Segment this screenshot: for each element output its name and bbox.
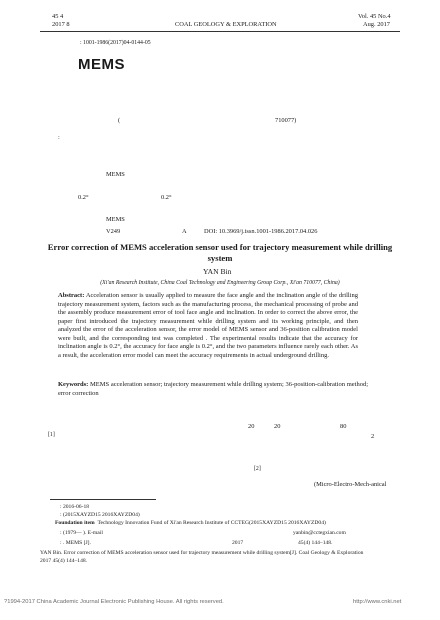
body-number-20b: 20 [274,423,281,430]
body-number-20a: 20 [248,423,255,430]
citation-en: YAN Bin. Error correction of MEMS acceleration sensor used for trajectory measurement while drilling system[J]. Coal Geology & Exploration [40,550,364,556]
english-keywords [58,381,368,398]
header-journal-name: COAL GEOLOGY & EXPLORATION [175,21,277,28]
cn-affiliation-open: ( [118,117,121,124]
cn-abstract-marker: : [58,134,60,141]
article-number: : 1001-1986(2017)04-0144-05 [80,40,151,46]
english-affiliation: (Xi'an Research Institute, China Coal Technology and Engineering Group Corp., Xi'an 710077, China) [100,280,340,286]
chinese-title: MEMS [78,56,125,73]
english-author: YAN Bin [203,267,232,276]
foundation-item-text: Technology Innovation Fund of Xi'an Research Institute of CCTEG(2015XAYZD15 2016XAYZD04) [97,520,326,526]
citation-en-2: 2017 45(4) 144–148. [40,558,88,564]
english-title: Error correction of MEMS acceleration sensor used for trajectory measurement while drilling system [47,242,393,263]
keywords-text: MEMS acceleration sensor; trajectory measurement while drilling system; 36-position-calibration method; error correction [58,381,368,397]
body-number-2: 2 [371,433,375,440]
footnote-fund-en [55,520,326,527]
citation-cn-pages: 45(4) 144–148. [298,540,333,546]
body-ref-1: [1] [48,432,55,438]
abstract-label: Abstract: [58,292,85,299]
body-number-80: 80 [340,423,347,430]
keywords-label: Keywords: [58,381,89,388]
footnote-email: yanbin@cctegxian.com [293,530,346,536]
body-ref-2: [2] [254,466,261,472]
header-date: Aug. 2017 [363,21,390,28]
english-abstract [58,292,358,360]
header-volume: Vol. 45 No.4 [358,13,391,20]
citation-cn-a: : . MEMS [J]. [60,540,91,546]
cn-abstract-face-accuracy: 0.2° [161,194,172,201]
doi: DOI: 10.3969/j.issn.1001-1986.2017.04.026 [204,228,318,235]
footnote-author-bio: : (1979— ). E-mail [60,530,103,536]
cn-affiliation-postcode: 710077) [275,117,297,124]
footnote-received: : 2016-06-18 [60,504,90,510]
copyright-notice: ?1994-2017 China Academic Journal Electronic Publishing House. All rights reserved. [4,599,224,605]
cn-keywords: MEMS [106,216,125,223]
body-mems-definition: (Micro-Electro-Mech-anical [314,481,387,488]
abstract-text: Acceleration sensor is usually applied to measure the face angle and the inclination angle of the drilling trajectory measurement system, factors such as the manufacturing process, the mechanical processing of probe and the assembly produce measurement error of tool face angle and inclination. In order to correct the above error, the paper first introduced the trajectory measurement while drilling system and its working principle, and then analyzed the error of the acceleration sensor, the error model of MEMS sensor and 36-position calibration model were built, and the corresponding test was completed . The experimental results indicate that the accuracy for inclination angle is 0.2°, the accuracy for face angle is 0.2°, and the two parameters influence rarely each other. As a result, the acceleration error model can meet the accuracy requirements in actual underground drilling. [58,292,358,359]
citation-cn-year: 2017 [232,540,244,546]
cn-document-code: A [182,228,187,235]
cn-clc-number: V249 [106,228,121,235]
footnote-fund-cn: : (2015XAYZD15 2016XAYZD04) [60,512,140,518]
header-date-cn: 2017 8 [52,21,70,28]
footnote-rule [50,499,156,500]
header-volume-cn: 45 4 [52,13,64,20]
cn-abstract-inclination-accuracy: 0.2° [78,194,89,201]
header-rule [40,31,400,32]
cnki-url[interactable]: http://www.cnki.net [353,599,402,605]
foundation-item-label: Foundation item [55,520,95,526]
cn-abstract-mems: MEMS [106,171,125,178]
